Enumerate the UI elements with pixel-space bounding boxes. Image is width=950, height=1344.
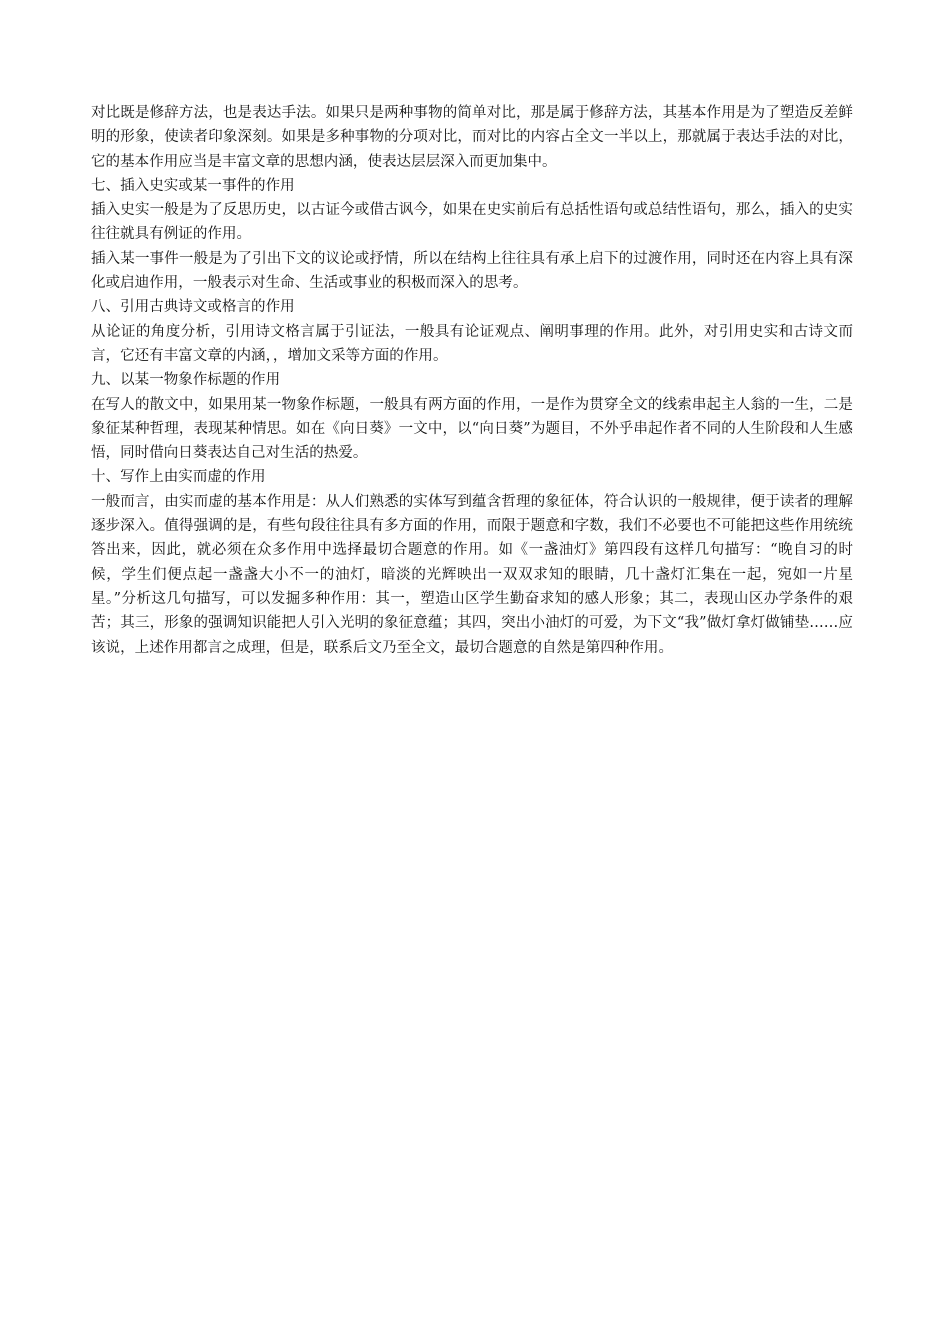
heading-section-7: 七、插入史实或某一事件的作用	[91, 177, 295, 194]
paragraph-contrast: 对比既是修辞方法，也是表达手法。如果只是两种事物的简单对比，那是属于修辞方法，其基本作用是为了塑造反差鲜明的形象，使读者印象深刻。如果是多种事物的分项对比，而对比的内容占全文一半以上，那就属于表达手法的对比，它的基本作用应当是丰富文章的思想内涵，使表达层层深入而更加集中。	[91, 105, 853, 170]
paragraph-concrete-to-abstract: 一般而言，由实而虚的基本作用是：从人们熟悉的实体写到蕴含哲理的象征体，符合认识的一般规律，便于读者的理解逐步深入。值得强调的是，有些句段往往具有多方面的作用，而限于题意和字数，我们不必要也不可能把这些作用统统答出来，因此，就必须在众多作用中选择最切合题意的作用。如《一盏油灯》第四段有这样几句描写：“晚自习的时候，学生们便点起一盏盏大小不一的油灯，暗淡的光辉映出一双双求知的眼睛，几十盏灯汇集在一起，宛如一片星星。”分析这几句描写，可以发掘多种作用：其一，塑造山区学生勤奋求知的感人形象；其二，表现山区办学条件的艰苦；其三，形象的强调知识能把人引入光明的象征意蕴；其四，突出小油灯的可爱，为下文“我”做灯拿灯做铺垫……应该说，上述作用都言之成理，但是，联系后文乃至全文，最切合题意的自然是第四种作用。	[91, 493, 853, 656]
heading-section-10: 十、写作上由实而虚的作用	[91, 469, 266, 486]
heading-section-9: 九、以某一物象作标题的作用	[91, 372, 281, 389]
heading-section-8: 八、引用古典诗文或格言的作用	[91, 299, 295, 316]
paragraph-quotations: 从论证的角度分析，引用诗文格言属于引证法，一般具有论证观点、阐明事理的作用。此外，对引用史实和古诗文而言，它还有丰富文章的内涵，，增加文采等方面的作用。	[91, 323, 853, 364]
document-page	[91, 101, 853, 660]
paragraph-historical-facts: 插入史实一般是为了反思历史，以古证今或借古讽今，如果在史实前后有总括性语句或总结性语句，那么，插入的史实往往就具有例证的作用。	[91, 202, 853, 243]
paragraph-inserted-event: 插入某一事件一般是为了引出下文的议论或抒情，所以在结构上往往具有承上启下的过渡作用，同时还在内容上具有深化或启迪作用，一般表示对生命、生活或事业的积极而深入的思考。	[91, 250, 853, 292]
paragraph-object-title: 在写人的散文中，如果用某一物象作标题，一般具有两方面的作用，一是作为贯穿全文的线索串起主人翁的一生，二是象征某种哲理，表现某种情思。如在《向日葵》一文中，以“向日葵”为题目，不外乎串起作者不同的人生阶段和人生感悟，同时借向日葵表达自己对生活的热爱。	[91, 396, 853, 462]
